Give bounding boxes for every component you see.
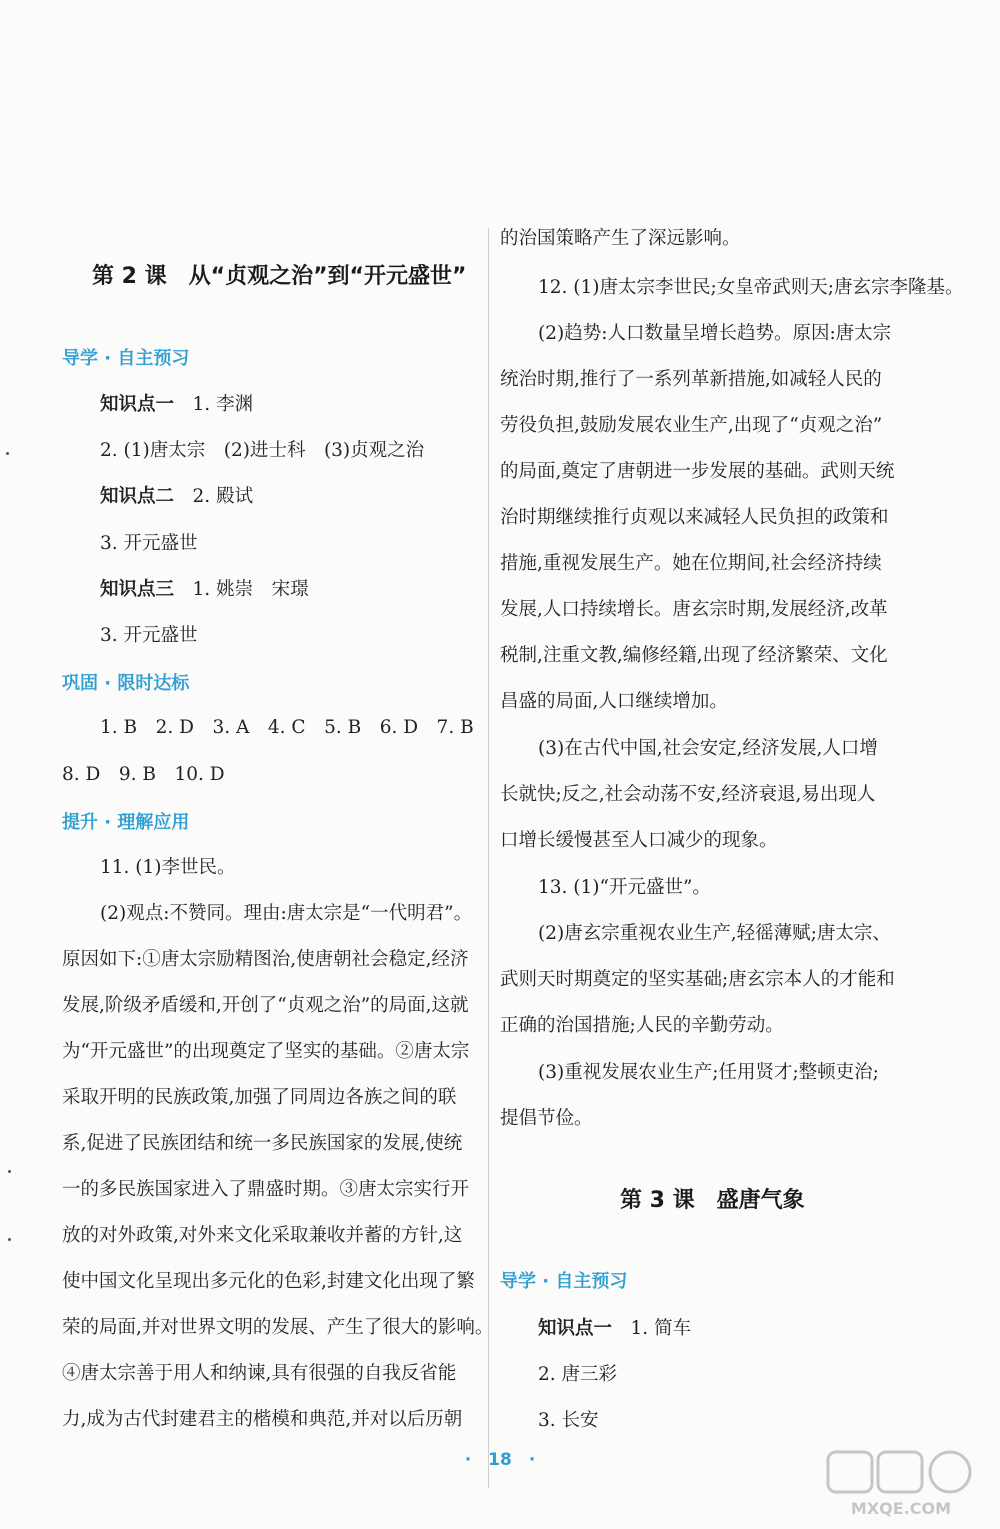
paragraph-line: 武则天时期奠定的坚实基础;唐玄宗本人的才能和	[500, 969, 895, 990]
paragraph-line: ④唐太宗善于用人和纳谏,具有很强的自我反省能	[62, 1363, 457, 1384]
section-preview: 导学 · 自主预习	[500, 1271, 628, 1292]
paragraph-line: 力,成为古代封建君主的楷模和典范,并对以后历朝	[62, 1409, 463, 1430]
answer-line: 3. 开元盛世	[100, 533, 198, 554]
paragraph-line: 的局面,奠定了唐朝进一步发展的基础。武则天统	[500, 461, 895, 482]
paragraph-line: (3)重视发展农业生产;任用贤才;整顿吏治;	[538, 1062, 879, 1083]
paragraph-line: 提倡节俭。	[500, 1108, 593, 1129]
answer-line: 2. 唐三彩	[538, 1364, 618, 1385]
paragraph-line: 采取开明的民族政策,加强了同周边各族之间的联	[62, 1087, 457, 1108]
kp-label: 知识点二	[100, 486, 175, 507]
kp-text: 1. 简车	[630, 1318, 692, 1339]
watermark-logo	[826, 1450, 976, 1520]
column-divider	[488, 228, 489, 1488]
paragraph-line: 荣的局面,并对世界文明的发展、产生了很大的影响。	[62, 1317, 494, 1338]
answer-line: 13. (1)“开元盛世”。	[538, 877, 711, 898]
kp-label: 知识点一	[538, 1318, 613, 1339]
paragraph-line: 放的对外政策,对外来文化采取兼收并蓄的方针,这	[62, 1225, 463, 1246]
page-number: · 18 ·	[464, 1450, 536, 1470]
kp-text: 1. 李渊	[192, 394, 254, 415]
kp1-line	[100, 393, 253, 417]
answer-line: 11. (1)李世民。	[100, 857, 236, 878]
choice-answers-1: 1. B 2. D 3. A 4. C 5. B 6. D 7. B	[100, 717, 474, 738]
paragraph-line: (2)观点:不赞同。理由:唐太宗是“一代明君”。	[100, 903, 473, 924]
scan-dot	[8, 1170, 11, 1173]
kp1-line	[538, 1317, 691, 1341]
scan-dot	[8, 1238, 11, 1241]
answer-line: 3. 长安	[538, 1410, 599, 1431]
answer-line: 2. (1)唐太宗 (2)进士科 (3)贞观之治	[100, 440, 425, 461]
paragraph-line: 统治时期,推行了一系列革新措施,如减轻人民的	[500, 369, 882, 390]
paragraph-line: 发展,阶级矛盾缓和,开创了“贞观之治”的局面,这就	[62, 995, 469, 1016]
paragraph-line: 系,促进了民族团结和统一多民族国家的发展,使统	[62, 1133, 463, 1154]
section-apply: 提升 · 理解应用	[62, 812, 190, 833]
section-consolidate: 巩固 · 限时达标	[62, 673, 190, 694]
kp-text: 2. 殿试	[192, 486, 254, 507]
scan-dot	[6, 452, 9, 455]
paragraph-line: 使中国文化呈现出多元化的色彩,封建文化出现了繁	[62, 1271, 475, 1292]
paragraph-line: 为“开元盛世”的出现奠定了坚实的基础。②唐太宗	[62, 1041, 470, 1062]
section-preview: 导学 · 自主预习	[62, 348, 190, 369]
paragraph-line: (2)趋势:人口数量呈增长趋势。原因:唐太宗	[538, 323, 892, 344]
kp-label: 知识点三	[100, 579, 175, 600]
paragraph-line: 治时期继续推行贞观以来减轻人民负担的政策和	[500, 507, 889, 528]
paragraph-line: 发展,人口持续增长。唐玄宗时期,发展经济,改革	[500, 599, 888, 620]
kp2-line	[100, 485, 253, 509]
paragraph-line: 劳役负担,鼓励发展农业生产,出现了“贞观之治”	[500, 415, 883, 436]
paragraph-line: 长就快;反之,社会动荡不安,经济衰退,易出现人	[500, 784, 876, 805]
lesson-3-title: 第 3 课 盛唐气象	[620, 1188, 805, 1213]
lesson-2-title: 第 2 课 从“贞观之治”到“开元盛世”	[92, 264, 467, 289]
paragraph-line: (3)在古代中国,社会安定,经济发展,人口增	[538, 738, 878, 759]
watermark-text: MXQE.COM	[850, 1499, 952, 1518]
answer-line: 12. (1)唐太宗李世民;女皇帝武则天;唐玄宗李隆基。	[538, 277, 964, 298]
kp3-line	[100, 578, 309, 602]
paragraph-line: 税制,注重文教,编修经籍,出现了经济繁荣、文化	[500, 645, 888, 666]
kp-text: 1. 姚崇 宋璟	[192, 579, 309, 600]
paragraph-line: 正确的治国措施;人民的辛勤劳动。	[500, 1015, 784, 1036]
choice-answers-2: 8. D 9. B 10. D	[62, 764, 225, 785]
paragraph-line: 一的多民族国家进入了鼎盛时期。③唐太宗实行开	[62, 1179, 470, 1200]
paragraph-line: 措施,重视发展生产。她在位期间,社会经济持续	[500, 553, 882, 574]
paragraph-line: 口增长缓慢甚至人口减少的现象。	[500, 830, 778, 851]
answer-line: 3. 开元盛世	[100, 625, 198, 646]
paragraph-line: 原因如下:①唐太宗励精图治,使唐朝社会稳定,经济	[62, 949, 469, 970]
paragraph-line: 昌盛的局面,人口继续增加。	[500, 691, 728, 712]
paragraph-line: (2)唐玄宗重视农业生产,轻徭薄赋;唐太宗、	[538, 923, 891, 944]
kp-label: 知识点一	[100, 394, 175, 415]
paragraph-line: 的治国策略产生了深远影响。	[500, 228, 741, 249]
